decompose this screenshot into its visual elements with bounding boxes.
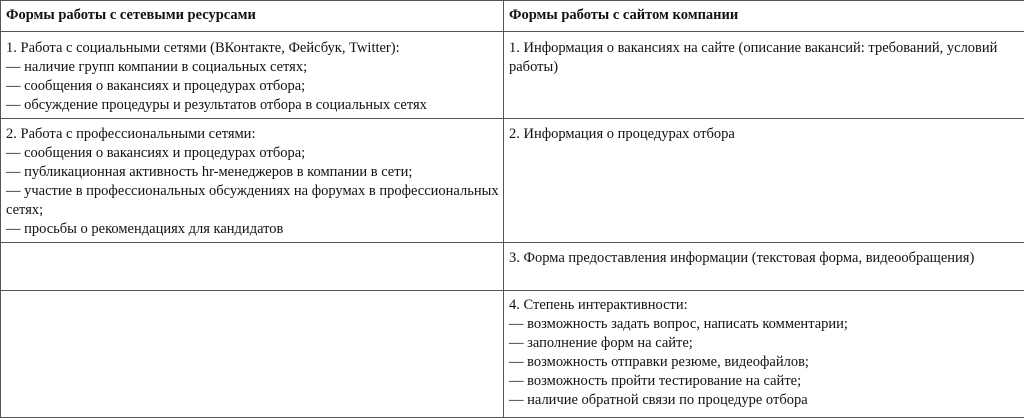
cell-info-format (504, 243, 1024, 291)
cell-interactivity (504, 291, 1024, 418)
table-row (1, 291, 1024, 418)
cell-line: — возможность отправки резюме, видеофайлов; (509, 353, 1020, 372)
cell-line: — наличие обратной связи по процедуре отбора (509, 391, 1020, 410)
cell-line: — публикационная активность hr-менеджеров в компании в сети; (6, 163, 499, 182)
header-row (1, 1, 1024, 32)
table-row (1, 32, 1024, 119)
cell-line: — сообщения о вакансиях и процедурах отбора; (6, 144, 499, 163)
header-network-resources: Формы работы с сетевыми ресурсами (1, 1, 504, 32)
cell-line: 2. Работа с профессиональными сетями: (6, 125, 499, 144)
cell-line: — возможность пройти тестирование на сайте; (509, 372, 1020, 391)
cell-selection-procedures (504, 119, 1024, 243)
cell-line: — просьбы о рекомендациях для кандидатов (6, 220, 499, 239)
cell-line: 4. Степень интерактивности: (509, 296, 1020, 315)
cell-line: — участие в профессиональных обсуждениях на форумах в профессиональных сетях; (6, 182, 499, 220)
cell-line: 2. Информация о процедурах отбора (509, 125, 1020, 144)
cell-professional-networks (1, 119, 504, 243)
table-row (1, 119, 1024, 243)
cell-line: — обсуждение процедуры и результатов отбора в социальных сетях (6, 96, 499, 115)
cell-line: — сообщения о вакансиях и процедурах отбора; (6, 77, 499, 96)
cell-line: — возможность задать вопрос, написать комментарии; (509, 315, 1020, 334)
cell-empty (1, 291, 504, 418)
cell-line: 1. Работа с социальными сетями (ВКонтакте, Фейсбук, Twitter): (6, 39, 499, 58)
cell-line: — заполнение форм на сайте; (509, 334, 1020, 353)
cell-line: 3. Форма предоставления информации (текстовая форма, видеообращения) (509, 249, 1020, 268)
cell-empty (1, 243, 504, 291)
header-company-website: Формы работы с сайтом компании (504, 1, 1024, 32)
cell-vacancy-info (504, 32, 1024, 119)
cell-line: — наличие групп компании в социальных сетях; (6, 58, 499, 77)
cell-line: 1. Информация о вакансиях на сайте (описание вакансий: требований, условий работы) (509, 39, 1020, 77)
table-row (1, 243, 1024, 291)
cell-social-networks (1, 32, 504, 119)
